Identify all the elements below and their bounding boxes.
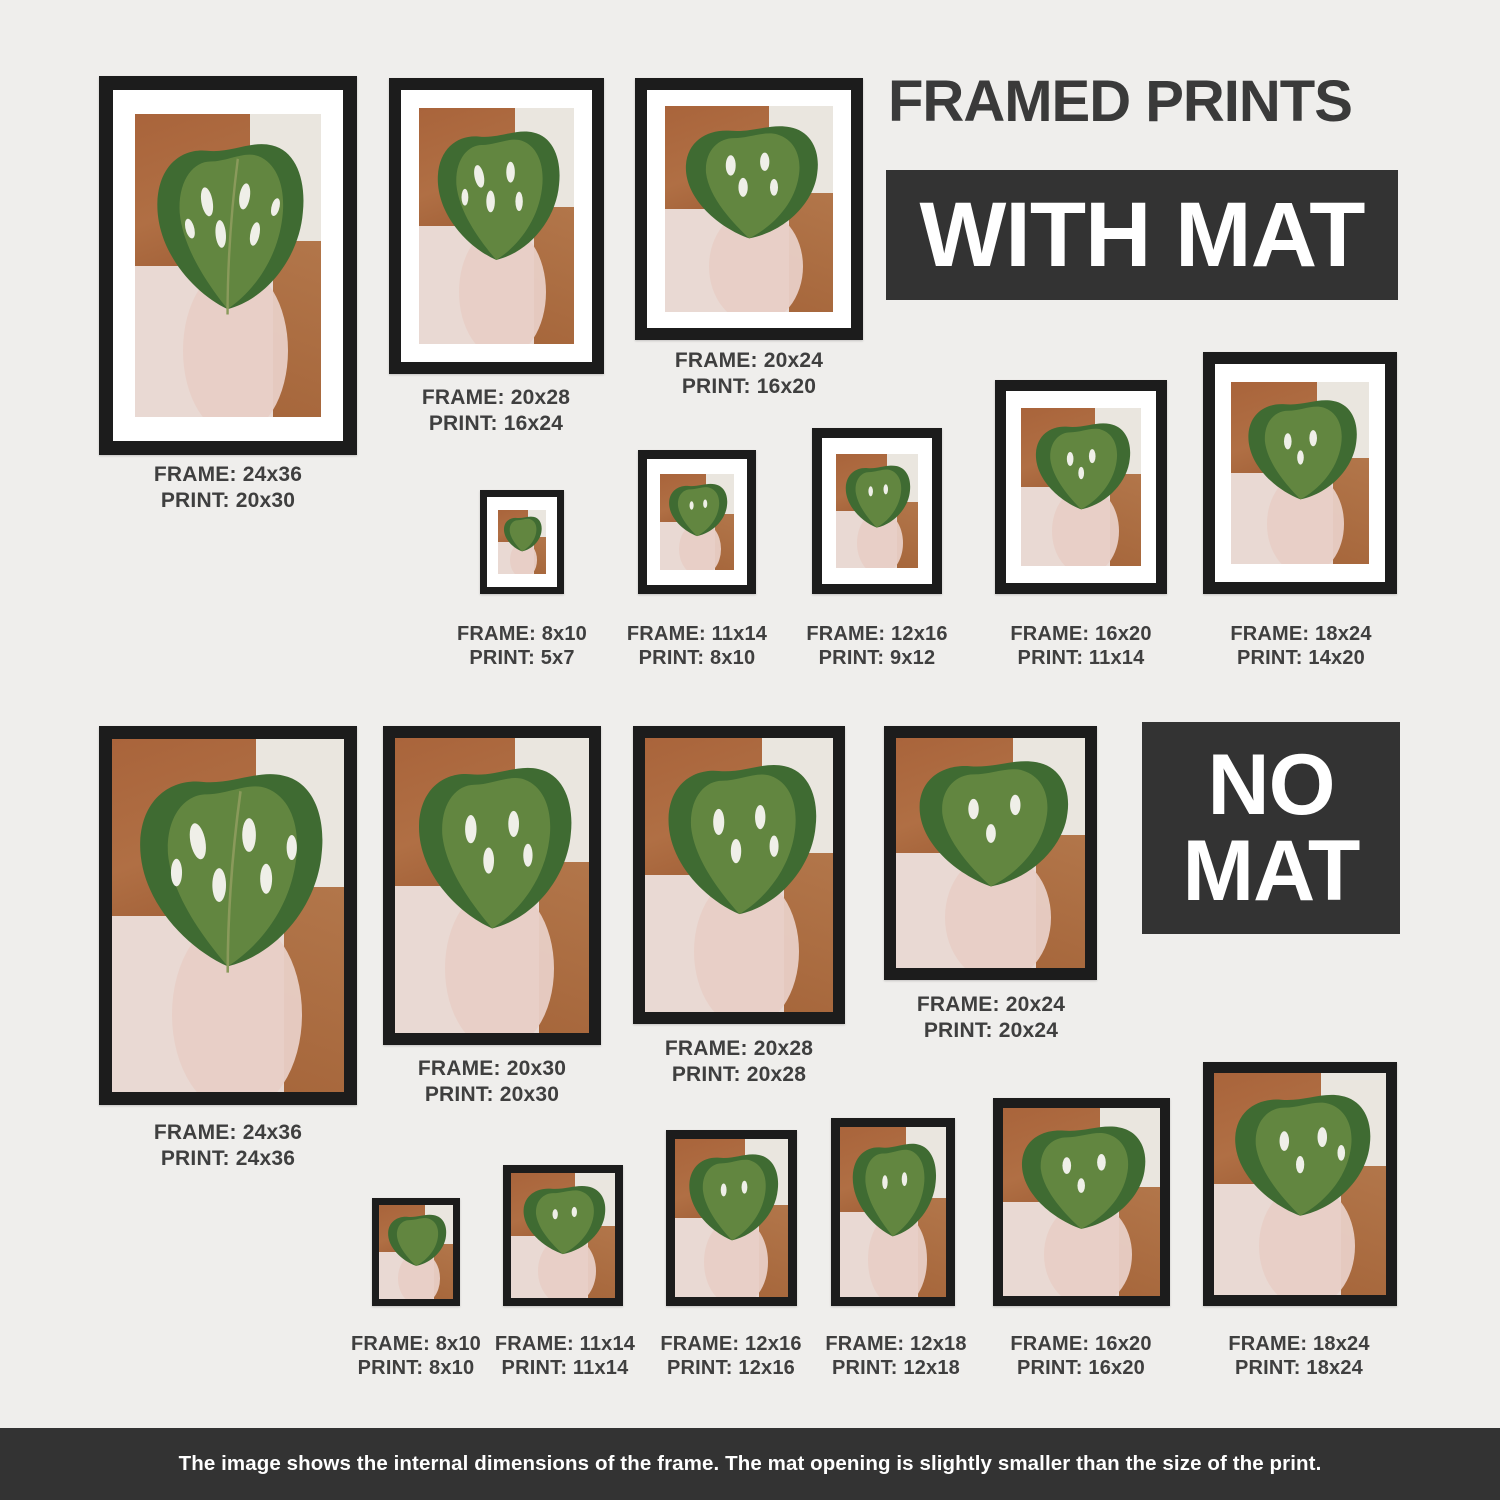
monstera-leaf-icon	[425, 122, 568, 268]
artwork	[1003, 1108, 1160, 1296]
frame-label: FRAME: 8x10	[350, 1333, 481, 1355]
monstera-leaf-icon	[515, 1181, 611, 1259]
caption-with-mat-12x16	[795, 622, 959, 671]
frame-label: FRAME: 20x28	[664, 1037, 814, 1060]
caption-no-mat-20x24	[878, 992, 1104, 1043]
print-label: PRINT: 9x12	[818, 647, 936, 670]
caption-with-mat-18x24	[1210, 622, 1392, 671]
monstera-leaf-icon	[672, 118, 827, 246]
caption-no-mat-24x36	[99, 1120, 357, 1171]
artwork	[498, 510, 546, 574]
artwork	[1214, 1073, 1386, 1295]
print-label: PRINT: 12x18	[831, 1357, 960, 1380]
artwork	[836, 454, 918, 568]
caption-with-mat-20x24	[627, 348, 871, 399]
print-label: PRINT: 14x20	[1236, 647, 1365, 670]
print-label: PRINT: 20x30	[160, 488, 296, 512]
framed-print-no-mat-8x10	[372, 1198, 460, 1306]
frame-label: FRAME: 18x24	[1228, 1333, 1370, 1355]
monstera-leaf-icon	[839, 461, 914, 532]
caption-no-mat-18x24	[1208, 1332, 1390, 1381]
caption-with-mat-24x36	[99, 462, 357, 513]
print-label: PRINT: 18x24	[1234, 1357, 1363, 1380]
frame-label: FRAME: 20x24	[916, 993, 1066, 1016]
artwork	[1021, 408, 1141, 566]
footer-note	[0, 1428, 1500, 1500]
caption-no-mat-8x10	[345, 1332, 487, 1381]
artwork	[840, 1127, 946, 1297]
monstera-leaf-icon	[844, 1137, 942, 1242]
print-label: PRINT: 16x20	[1016, 1357, 1145, 1380]
frame-label: FRAME: 24x36	[153, 1121, 303, 1144]
monstera-leaf-icon	[1237, 393, 1364, 506]
print-label: PRINT: 11x14	[501, 1357, 629, 1380]
with-mat-banner: WITH MAT	[886, 170, 1398, 300]
print-label: PRINT: 11x14	[1017, 647, 1145, 670]
framed-print-no-mat-20x28	[633, 726, 845, 1024]
monstera-leaf-icon	[382, 1211, 450, 1269]
print-label: PRINT: 20x30	[424, 1082, 560, 1106]
framed-print-with-mat-20x28	[389, 78, 604, 374]
footer-note-text: The image shows the internal dimensions of the frame. The mat opening is slightly smaller than the size of the print.	[178, 1452, 1322, 1475]
print-label: PRINT: 12x16	[666, 1357, 795, 1380]
print-label: PRINT: 8x10	[357, 1357, 475, 1380]
caption-with-mat-16x20	[990, 622, 1172, 671]
framed-print-with-mat-16x20	[995, 380, 1167, 594]
frame-label: FRAME: 18x24	[1230, 623, 1372, 645]
artwork	[660, 474, 734, 570]
caption-no-mat-20x30	[376, 1056, 608, 1107]
page-title: FRAMED PRINTS	[888, 69, 1352, 134]
monstera-leaf-icon	[680, 1148, 784, 1246]
monstera-leaf-icon	[653, 754, 826, 924]
artwork	[419, 108, 574, 344]
framed-print-no-mat-20x24	[884, 726, 1097, 980]
artwork	[645, 738, 833, 1012]
frame-label: FRAME: 12x16	[660, 1333, 802, 1355]
monstera-leaf-icon	[904, 752, 1078, 895]
framed-print-no-mat-16x20	[993, 1098, 1170, 1306]
frame-label: FRAME: 16x20	[1010, 1333, 1152, 1355]
monstera-leaf-icon	[1221, 1086, 1379, 1224]
framed-print-with-mat-11x14	[638, 450, 756, 594]
frame-label: FRAME: 24x36	[153, 463, 303, 486]
frame-label: FRAME: 12x16	[806, 623, 948, 645]
artwork	[896, 738, 1085, 968]
print-label: PRINT: 20x24	[923, 1018, 1059, 1042]
monstera-leaf-icon	[663, 480, 731, 540]
frame-label: FRAME: 8x10	[456, 623, 587, 645]
framed-print-no-mat-12x16	[666, 1130, 797, 1306]
framed-print-with-mat-20x24	[635, 78, 863, 340]
caption-no-mat-20x28	[626, 1036, 852, 1087]
framed-print-no-mat-11x14	[503, 1165, 623, 1306]
frame-label: FRAME: 20x30	[417, 1057, 567, 1080]
caption-no-mat-16x20	[990, 1332, 1172, 1381]
monstera-leaf-icon	[1026, 417, 1136, 515]
framed-print-no-mat-24x36	[99, 726, 357, 1105]
print-label: PRINT: 20x28	[671, 1062, 807, 1086]
artwork	[511, 1173, 615, 1298]
print-label: PRINT: 8x10	[638, 647, 756, 670]
monstera-leaf-icon	[403, 756, 581, 939]
caption-with-mat-20x28	[381, 385, 611, 436]
monstera-leaf-icon	[142, 132, 313, 320]
artwork	[112, 739, 344, 1092]
framed-print-with-mat-24x36	[99, 76, 357, 455]
caption-with-mat-8x10	[455, 622, 589, 671]
caption-with-mat-11x14	[620, 622, 774, 671]
framed-print-no-mat-12x18	[831, 1118, 955, 1306]
print-label: PRINT: 16x24	[428, 411, 564, 435]
framed-print-with-mat-18x24	[1203, 352, 1397, 594]
monstera-leaf-icon	[1009, 1119, 1153, 1236]
artwork	[665, 106, 833, 312]
framed-print-with-mat-12x16	[812, 428, 942, 594]
artwork	[1231, 382, 1369, 564]
monstera-leaf-icon	[121, 760, 334, 979]
frame-label: FRAME: 12x18	[825, 1333, 967, 1355]
no-mat-line1: NO	[1207, 737, 1335, 833]
caption-no-mat-11x14	[490, 1332, 640, 1381]
no-mat-banner	[1142, 722, 1400, 934]
frame-label: FRAME: 11x14	[626, 623, 768, 645]
no-mat-line2: MAT	[1182, 823, 1360, 919]
framed-print-no-mat-18x24	[1203, 1062, 1397, 1306]
artwork	[675, 1139, 788, 1297]
caption-no-mat-12x18	[818, 1332, 974, 1381]
framed-print-no-mat-20x30	[383, 726, 601, 1045]
monstera-leaf-icon	[500, 514, 544, 554]
artwork	[395, 738, 589, 1033]
caption-no-mat-12x16	[652, 1332, 810, 1381]
artwork	[379, 1205, 453, 1299]
frame-label: FRAME: 20x28	[421, 386, 571, 409]
frame-label: FRAME: 16x20	[1010, 623, 1152, 645]
frame-label: FRAME: 20x24	[674, 349, 824, 372]
framed-print-with-mat-8x10	[480, 490, 564, 594]
artwork	[135, 114, 321, 417]
print-label: PRINT: 16x20	[681, 374, 817, 398]
frame-label: FRAME: 11x14	[494, 1333, 636, 1355]
print-label: PRINT: 24x36	[160, 1146, 296, 1170]
print-label: PRINT: 5x7	[469, 647, 575, 670]
